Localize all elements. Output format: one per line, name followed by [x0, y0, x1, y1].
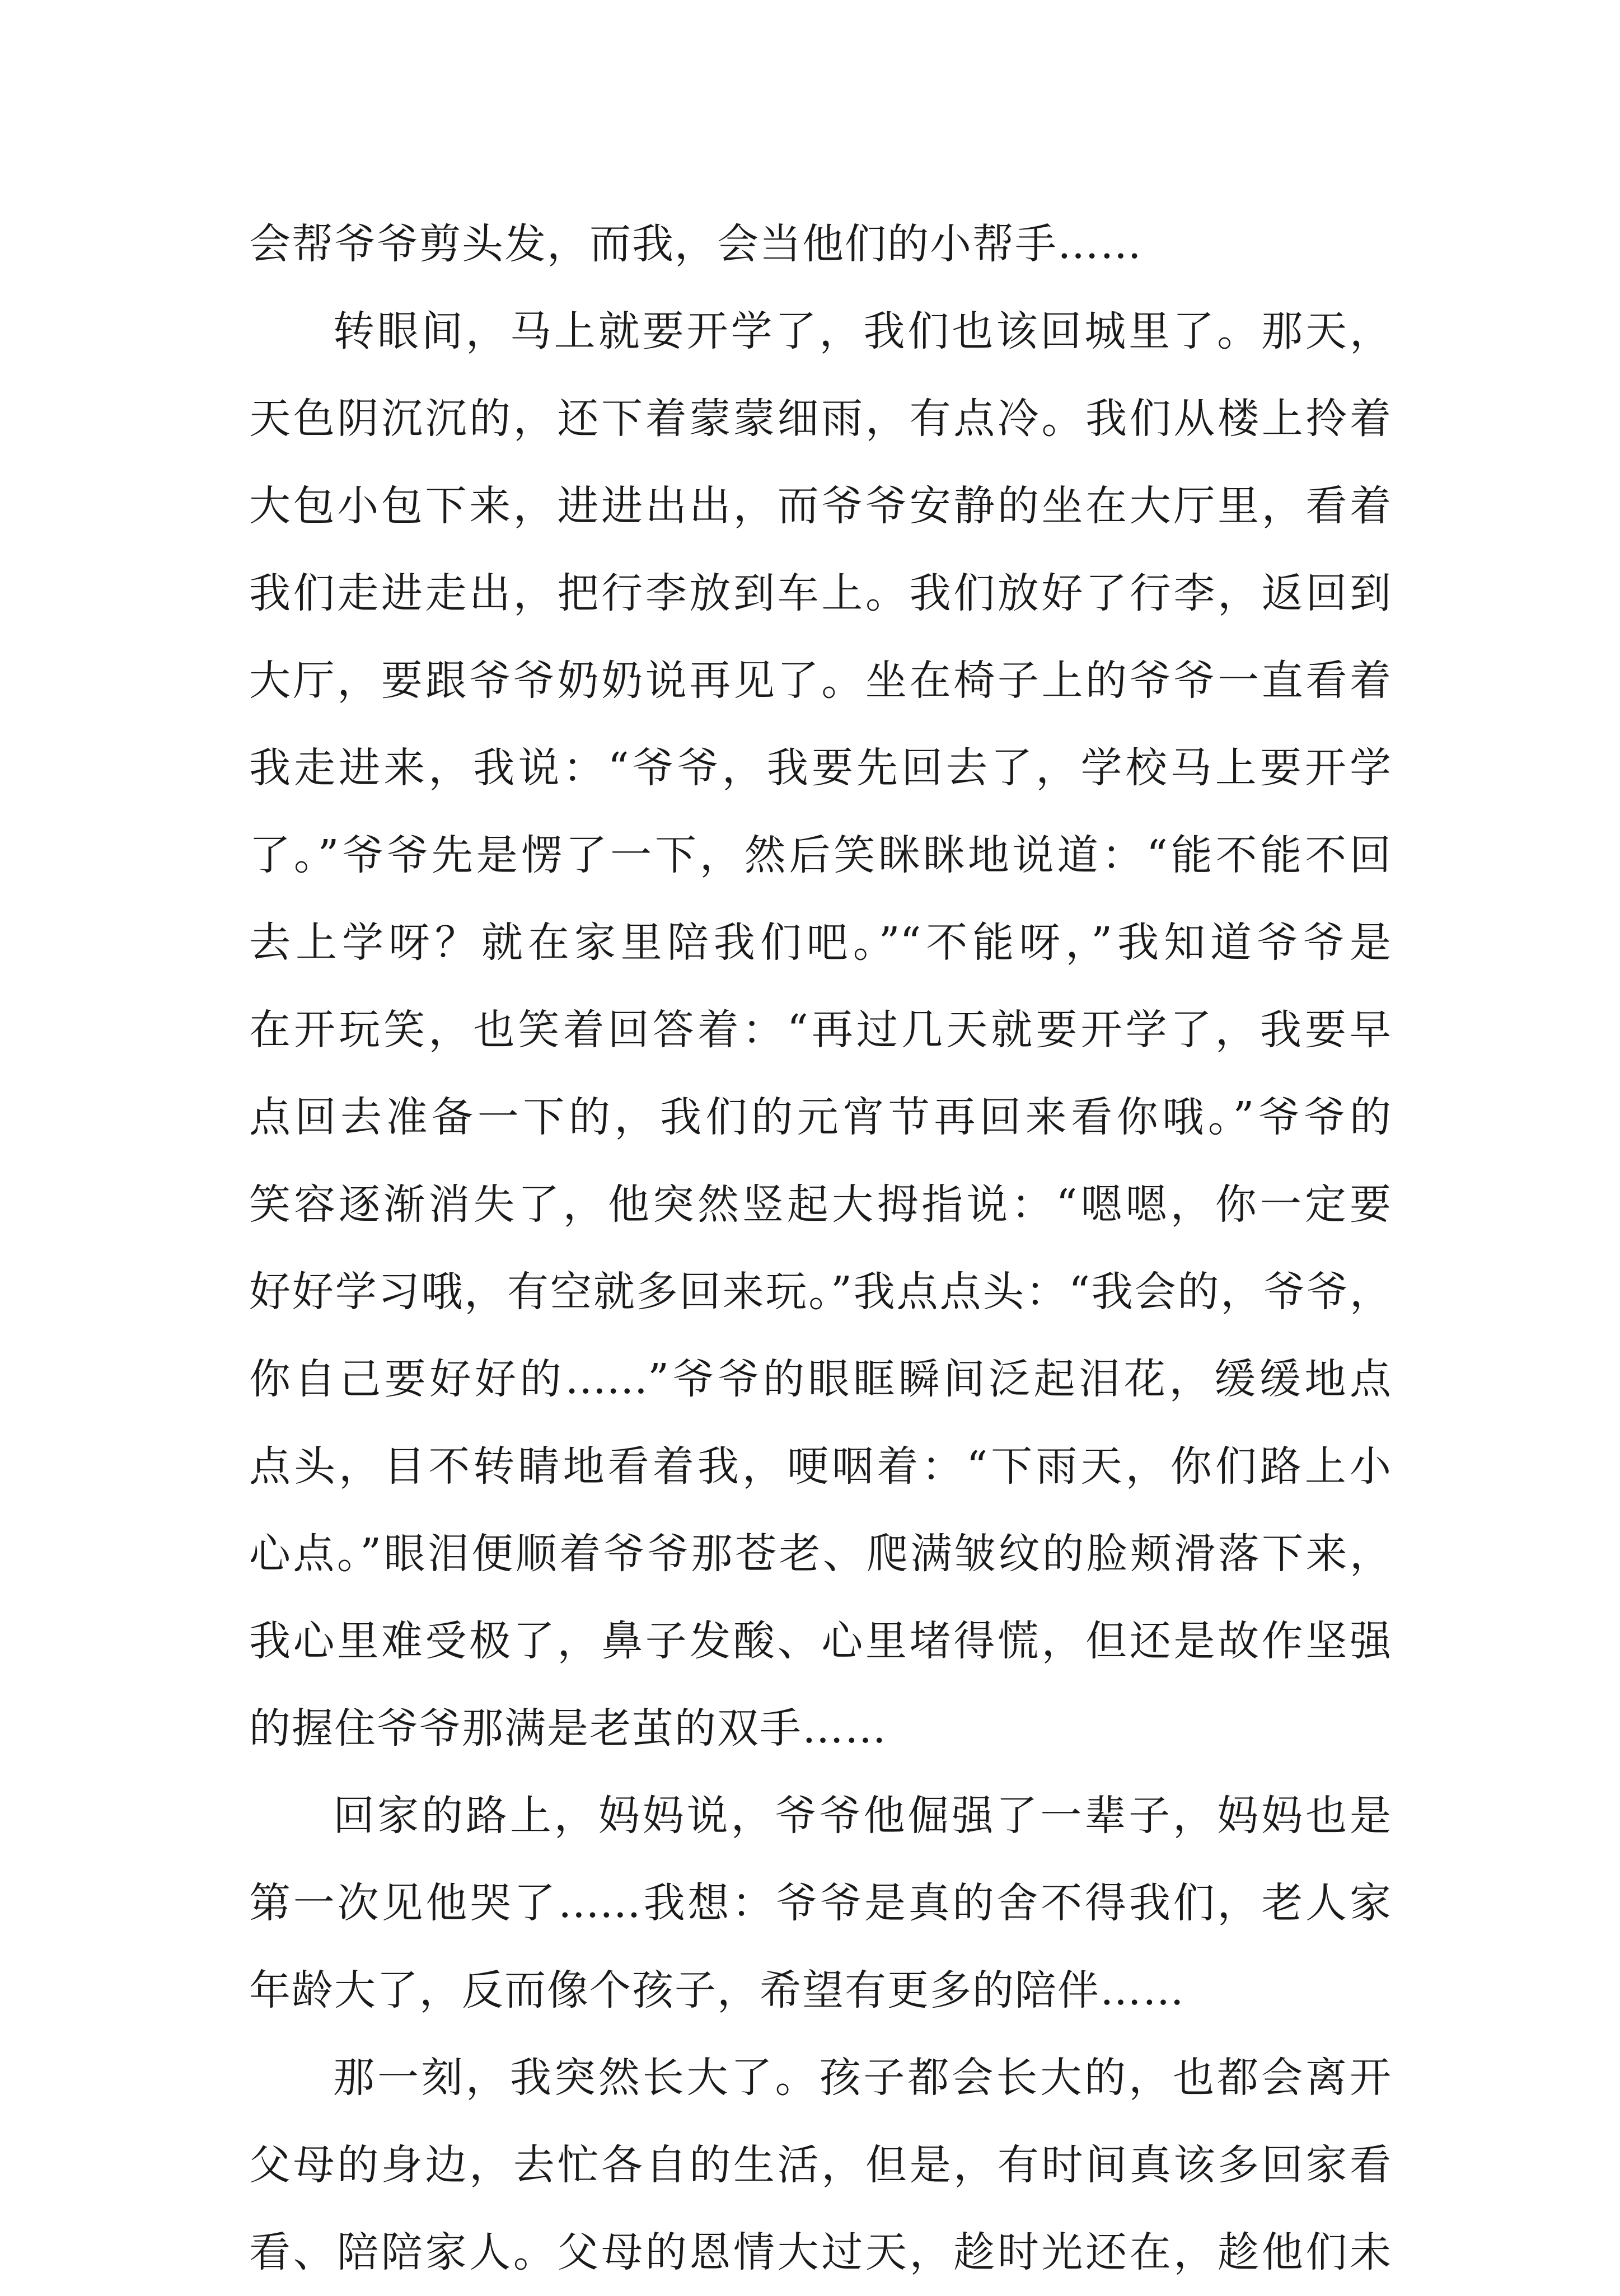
text-line: 我们走进走出，把行李放到车上。我们放好了行李，返回到: [249, 569, 1391, 617]
text-line: 心点。”眼泪便顺着爷爷那苍老、爬满皱纹的脸颊滑落下来，: [249, 1530, 1391, 1578]
text-line: 我走进来，我说：“爷爷，我要先回去了，学校马上要开学: [249, 744, 1391, 792]
text-line: 天色阴沉沉的，还下着蒙蒙细雨，有点冷。我们从楼上拎着: [249, 395, 1391, 443]
text-line: 年龄大了，反而像个孩子，希望有更多的陪伴……: [249, 1966, 1185, 2014]
text-line: 好好学习哦，有空就多回来玩。”我点点头：“我会的，爷爷，: [249, 1268, 1391, 1316]
text-line: 第一次见他哭了……我想：爷爷是真的舍不得我们，老人家: [249, 1879, 1391, 1927]
text-line: 笑容逐渐消失了，他突然竖起大拇指说：“嗯嗯，你一定要: [249, 1180, 1391, 1229]
text-line: 会帮爷爷剪头发，而我，会当他们的小帮手……: [249, 220, 1143, 268]
text-line: 了。”爷爷先是愣了一下，然后笑眯眯地说道：“能不能不回: [249, 831, 1391, 879]
text-line: 看、陪陪家人。父母的恩情大过天，趁时光还在，趁他们未: [249, 2228, 1391, 2276]
text-line: 在开玩笑，也笑着回答着：“再过几天就要开学了，我要早: [249, 1006, 1391, 1054]
text-line: 大包小包下来，进进出出，而爷爷安静的坐在大厅里，看着: [249, 482, 1391, 530]
text-line: 你自己要好好的……”爷爷的眼眶瞬间泛起泪花，缓缓地点: [249, 1355, 1391, 1403]
text-line: 那一刻，我突然长大了。孩子都会长大的，也都会离开: [333, 2054, 1391, 2102]
text-line: 去上学呀？就在家里陪我们吧。”“不能呀，”我知道爷爷是: [249, 919, 1391, 967]
text-line: 大厅，要跟爷爷奶奶说再见了。坐在椅子上的爷爷一直看着: [249, 657, 1391, 705]
text-line: 回家的路上，妈妈说，爷爷他倔强了一辈子，妈妈也是: [333, 1792, 1391, 1840]
body-text: [249, 200, 1391, 2296]
text-line: 父母的身边，去忙各自的生活，但是，有时间真该多回家看: [249, 2141, 1391, 2189]
text-line: 点头，目不转睛地看着我，哽咽着：“下雨天，你们路上小: [249, 1442, 1391, 1491]
text-line: 转眼间，马上就要开学了，我们也该回城里了。那天，: [333, 307, 1391, 355]
text-line: 我心里难受极了，鼻子发酸、心里堵得慌，但还是故作坚强: [249, 1617, 1391, 1665]
text-line: 点回去准备一下的，我们的元宵节再回来看你哦。”爷爷的: [249, 1093, 1391, 1141]
text-line: 的握住爷爷那满是老茧的双手……: [249, 1704, 887, 1753]
